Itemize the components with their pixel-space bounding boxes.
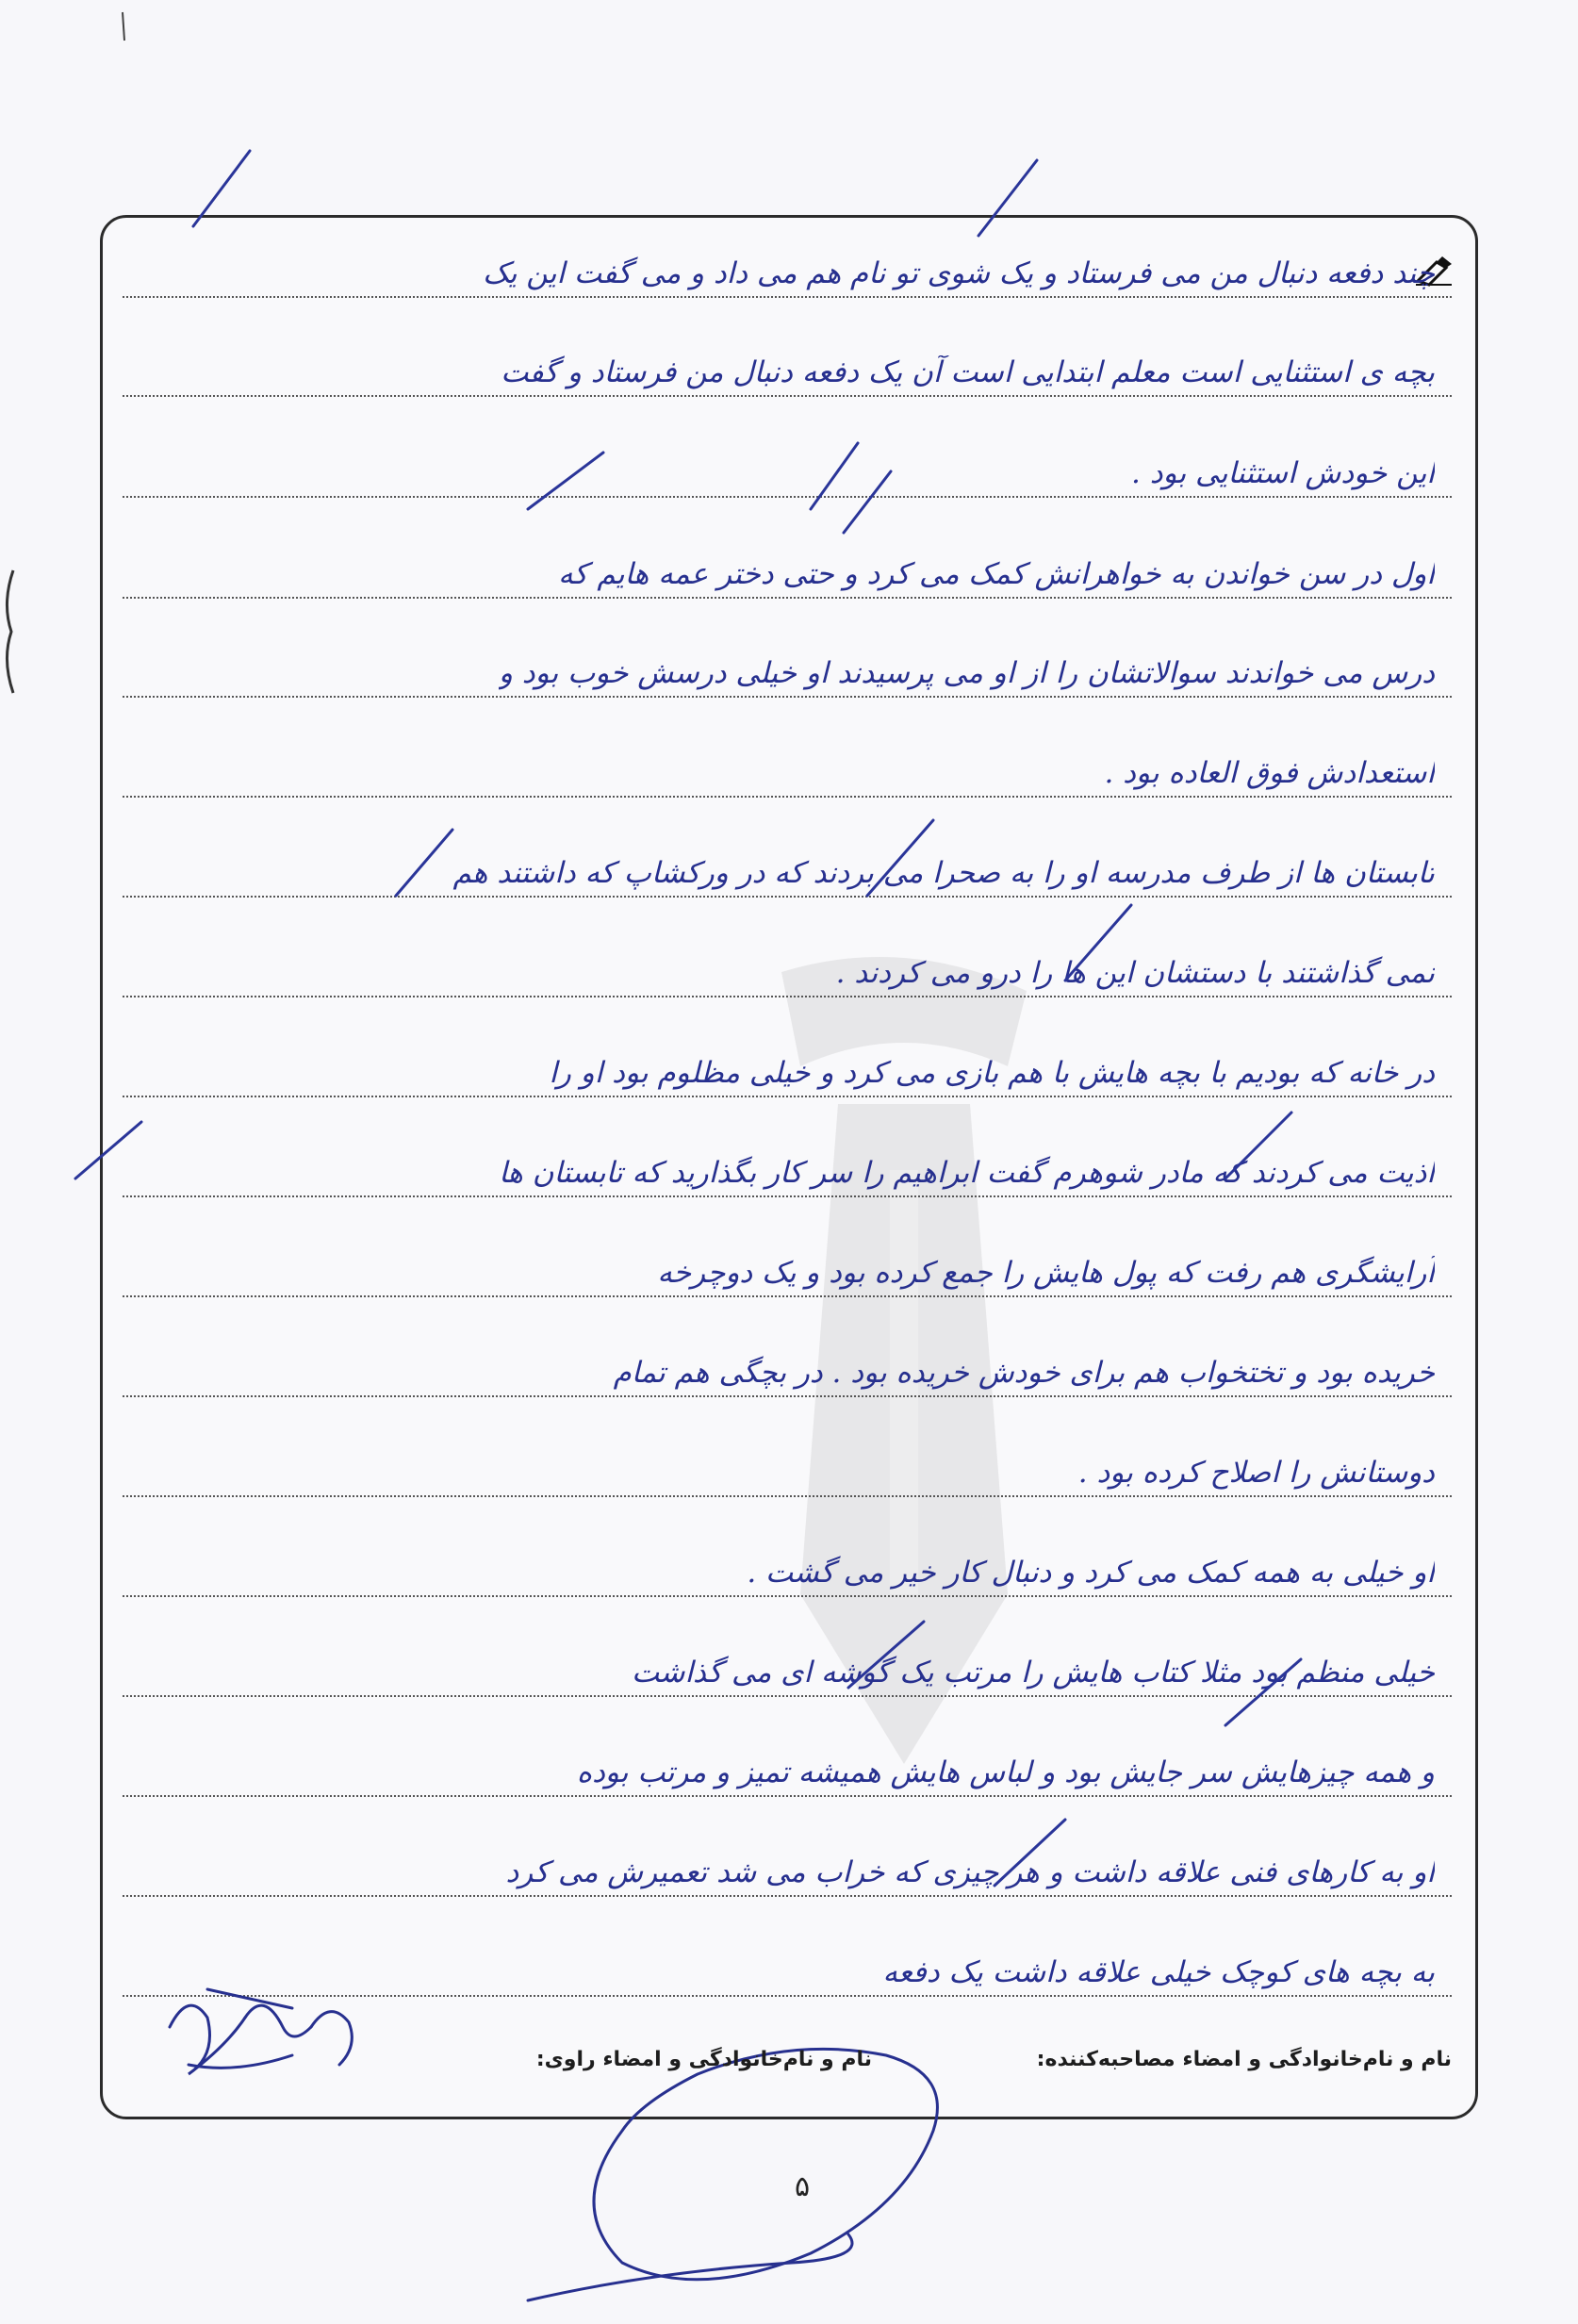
handwritten-line — [123, 342, 1452, 397]
handwritten-text: اول در سن خواندن به خواهرانش کمک می کرد و حتی دختر عمه هایم که — [558, 557, 1435, 591]
handwritten-line — [123, 1742, 1452, 1797]
handwritten-line — [123, 1043, 1452, 1097]
handwritten-text: او خیلی به همه کمک می کرد و دنبال کار خیر می گشت . — [747, 1556, 1435, 1590]
signature-labels — [123, 2048, 1452, 2085]
handwritten-text: به بچه های کوچک خیلی علاقه داشت یک دفعه — [882, 1955, 1435, 1989]
handwritten-line — [123, 943, 1452, 997]
handwritten-line — [123, 1343, 1452, 1397]
handwritten-line — [123, 243, 1452, 298]
handwritten-text: بچه ی استثنایی است معلم ابتدایی است آن یک دفعه دنبال من فرستاد و گفت — [501, 355, 1435, 389]
handwritten-line — [123, 544, 1452, 599]
handwritten-line — [123, 843, 1452, 898]
handwritten-line — [123, 1143, 1452, 1197]
handwritten-line — [123, 743, 1452, 798]
handwritten-text: دوستانش را اصلاح کرده بود . — [1077, 1456, 1435, 1490]
page-number: ۵ — [794, 2170, 811, 2203]
handwritten-text: این خودش استثنایی بود . — [1131, 456, 1435, 490]
handwritten-text: خریده بود و تختخواب هم برای خودش خریده بود . در بچگی هم تمام — [613, 1356, 1435, 1390]
narrator-signature-label: نام و نام‌خانوادگی و امضاء راوی: — [535, 2048, 872, 2071]
handwritten-text: او به کارهای فنی علاقه داشت و هر چیزی که خراب می شد تعمیرش می کرد — [505, 1855, 1435, 1889]
handwritten-line — [123, 1542, 1452, 1597]
handwritten-text: نمی گذاشتند با دستشان این ها را درو می کردند . — [835, 956, 1435, 990]
stray-pen-mark — [113, 8, 132, 45]
handwritten-text: خیلی منظم بود مثلا کتاب هایش را مرتب یک گوشه ای می گذاشت — [632, 1656, 1435, 1689]
handwritten-line — [123, 1243, 1452, 1297]
handwritten-text: استعدادش فوق العاده بود . — [1104, 756, 1435, 790]
interviewer-signature-label: نام و نام‌خانوادگی و امضاء مصاحبه‌کننده: — [1036, 2048, 1452, 2071]
handwritten-text: اذیت می کردند که مادر شوهرم گفت ابراهیم را سر کار بگذارید که تابستان ها — [499, 1156, 1435, 1190]
handwritten-line — [123, 643, 1452, 698]
handwritten-text: در خانه که بودیم با بچه هایش با هم بازی می کرد و خیلی مظلوم بود او را — [549, 1056, 1435, 1090]
handwritten-line — [123, 443, 1452, 498]
handwritten-text: آرایشگری هم رفت که پول هایش را جمع کرده بود و یک دوچرخه — [657, 1256, 1435, 1290]
handwritten-line — [123, 1442, 1452, 1497]
margin-bracket-mark — [0, 566, 19, 698]
handwritten-text: و همه چیزهایش سر جایش بود و لباس هایش همیشه تمیز و مرتب بوده — [576, 1755, 1435, 1789]
handwritten-text: تابستان ها از طرف مدرسه او را به صحرا می بردند که در ورکشاپ که داشتند هم — [452, 856, 1435, 890]
handwritten-text: درس می خواندند سوالاتشان را از او می پرسیدند او خیلی درسش خوب بود و — [498, 656, 1435, 690]
handwritten-line — [123, 1642, 1452, 1697]
handwritten-text: چند دفعه دنبال من می فرستاد و یک شوی تو نام هم می داد و می گفت این یک — [483, 256, 1435, 290]
handwritten-line — [123, 1842, 1452, 1897]
